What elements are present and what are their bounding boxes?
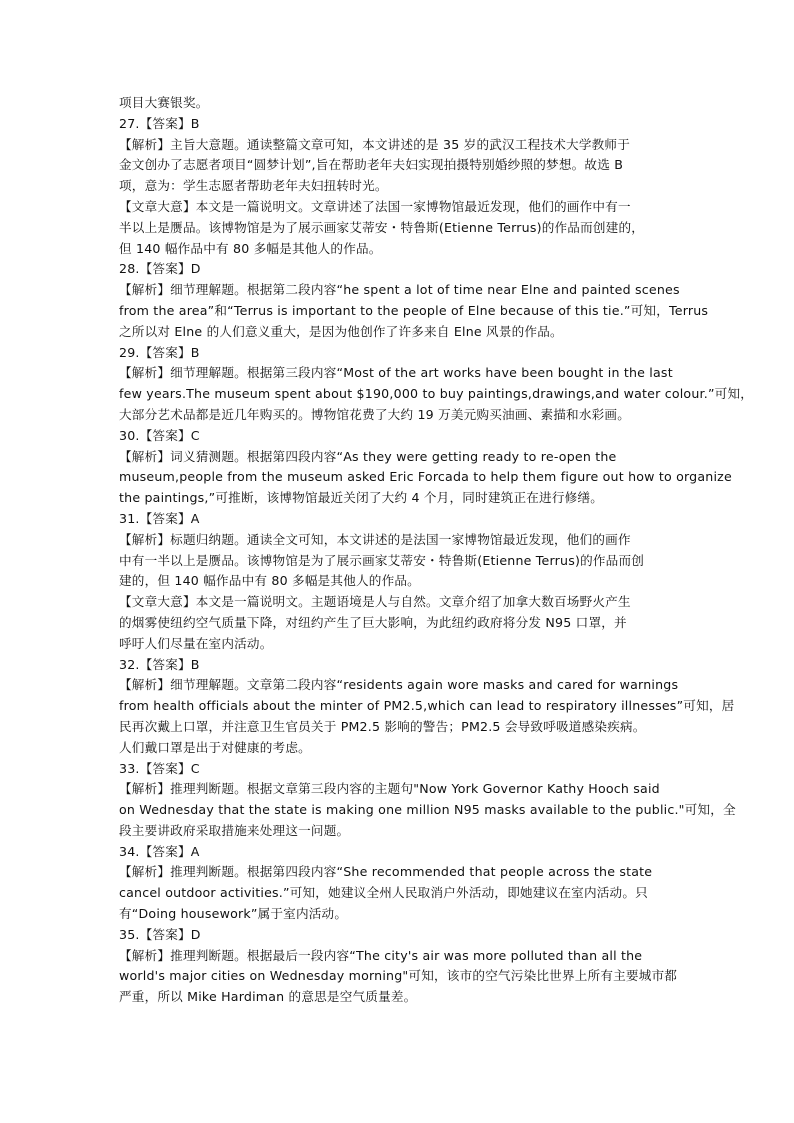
text-line: 有“Doing housework”属于室内活动。 bbox=[119, 906, 348, 922]
text-line: from health officials about the minter of PM2.5,which can lead to respiratory illnesses”可知，居 bbox=[119, 698, 735, 714]
answer-line-31: 31.【答案】A bbox=[119, 510, 200, 526]
answer-line-34: 34.【答案】A bbox=[119, 843, 200, 859]
text-line: 【解析】主旨大意题。通读整篇文章可知，本文讲述的是 35 岁的武汉工程技术大学教师于 bbox=[119, 136, 630, 152]
text-line: 但 140 幅作品中有 80 多幅是其他人的作品。 bbox=[119, 240, 382, 256]
text-line: 之所以对 Elne 的人们意义重大，是因为他创作了许多来自 Elne 风景的作品。 bbox=[119, 323, 563, 339]
text-line: 人们戴口罩是出于对健康的考虑。 bbox=[119, 739, 311, 755]
text-line: 【解析】推理判断题。根据第四段内容“She recommended that people across the state bbox=[119, 864, 653, 880]
text-line: 段主要讲政府采取措施来处理这一问题。 bbox=[119, 822, 350, 838]
text-line: 项，意为：学生志愿者帮助老年夫妇扭转时光。 bbox=[119, 178, 388, 194]
text-line: 【解析】细节理解题。根据第二段内容“he spent a lot of time near Elne and painted scenes bbox=[119, 282, 680, 298]
answer-line-35: 35.【答案】D bbox=[119, 926, 201, 942]
answer-line-30: 30.【答案】C bbox=[119, 427, 200, 443]
text-line: 呼吁人们尽量在室内活动。 bbox=[119, 635, 273, 651]
text-line: 【解析】推理判断题。根据最后一段内容“The city's air was more polluted than all the bbox=[119, 947, 643, 963]
text-line: 【解析】标题归纳题。通读全文可知，本文讲述的是法国一家博物馆最近发现，他们的画作 bbox=[119, 531, 631, 547]
text-line: on Wednesday that the state is making one million N95 masks available to the public."可知，全 bbox=[119, 802, 736, 818]
text-line: from the area”和“Terrus is important to the people of Elne because of this tie.”可知，Terrus bbox=[119, 302, 709, 318]
text-line: 建的，但 140 幅作品中有 80 多幅是其他人的作品。 bbox=[119, 573, 420, 589]
text-line: 【文章大意】本文是一篇说明文。文章讲述了法国一家博物馆最近发现，他们的画作中有一 bbox=[119, 198, 631, 214]
answer-line-32: 32.【答案】B bbox=[119, 656, 200, 672]
text-line: 严重，所以 Mike Hardiman 的意思是空气质量差。 bbox=[119, 989, 417, 1005]
text-line: few years.The museum spent about $190,000 to buy paintings,drawings,and water colour.”可知， bbox=[119, 386, 754, 402]
text-line: 大部分艺术品都是近几年购买的。博物馆花费了大约 19 万美元购买油画、素描和水彩画。 bbox=[119, 406, 630, 422]
text-line: 【解析】推理判断题。根据文章第三段内容的主题句"Now York Governor Kathy Hooch said bbox=[119, 781, 660, 797]
text-line: 项目大赛银奖。 bbox=[119, 95, 209, 110]
answer-line-27: 27.【答案】B bbox=[119, 115, 200, 131]
answer-line-33: 33.【答案】C bbox=[119, 760, 200, 776]
text-line: 【解析】词义猜测题。根据第四段内容“As they were getting ready to re-open the bbox=[119, 448, 617, 464]
text-line: world's major cities on Wednesday morning"可知，该市的空气污染比世界上所有主要城市都 bbox=[119, 968, 678, 984]
text-line: 金文创办了志愿者项目“圆梦计划”,旨在帮助老年夫妇实现拍摄特别婚纱照的梦想。故选 B bbox=[119, 157, 624, 173]
answer-line-28: 28.【答案】D bbox=[119, 261, 201, 277]
text-line: 中有一半以上是赝品。该博物馆是为了展示画家艾蒂安・特鲁斯(Etienne Terrus)的作品而创 bbox=[119, 552, 645, 568]
text-line: cancel outdoor activities.”可知，她建议全州人民取消户外活动，即她建议在室内活动。只 bbox=[119, 885, 648, 901]
text-line: the paintings,”可推断，该博物馆最近关闭了大约 4 个月，同时建筑正在进行修缮。 bbox=[119, 490, 604, 506]
text-line: 民再次戴上口罩，并注意卫生官员关于 PM2.5 影响的警告；PM2.5 会导致呼吸道感染疾病。 bbox=[119, 718, 646, 734]
text-line: 【文章大意】本文是一篇说明文。主题语境是人与自然。文章介绍了加拿大数百场野火产生 bbox=[119, 594, 631, 610]
text-line: museum,people from the museum asked Eric Forcada to help them figure out how to organize bbox=[119, 469, 732, 485]
text-line: 半以上是赝品。该博物馆是为了展示画家艾蒂安・特鲁斯(Etienne Terrus)的作品而创建的， bbox=[119, 219, 645, 235]
text-line: 【解析】细节理解题。文章第二段内容“residents again wore masks and cared for warnings bbox=[119, 677, 679, 693]
text-line: 【解析】细节理解题。根据第三段内容“Most of the art works have been bought in the last bbox=[119, 365, 673, 381]
answer-line-29: 29.【答案】B bbox=[119, 344, 200, 360]
document-body bbox=[119, 93, 754, 1008]
text-line: 的烟雾使纽约空气质量下降，对纽约产生了巨大影响，为此纽约政府将分发 N95 口罩，并 bbox=[119, 614, 627, 630]
